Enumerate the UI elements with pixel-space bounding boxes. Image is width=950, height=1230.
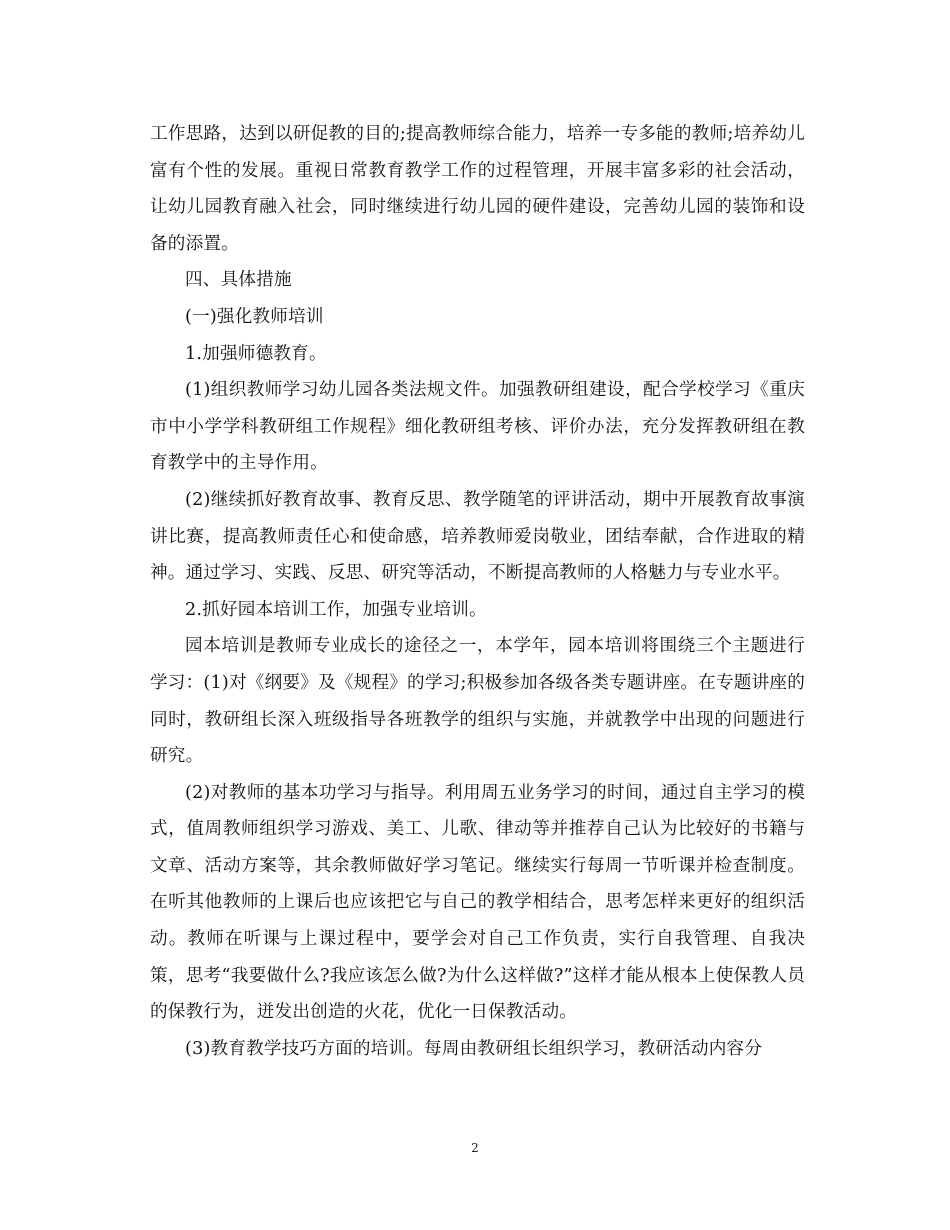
paragraph-1: 工作思路，达到以研促教的目的;提高教师综合能力，培养一专多能的教师;培养幼儿富有个性的发展。重视日常教育教学工作的过程管理，开展丰富多彩的社会活动，让幼儿园教育融入社会，同时继续进行幼儿园的硬件建设，完善幼儿园的装饰和设备的添置。 xyxy=(150,124,805,254)
paragraph-regulations: (1)组织教师学习幼儿园各类法规文件。加强教研组建设，配合学校学习《重庆市中小学学科教研组工作规程》细化教研组考核、评价办法，充分发挥教研组在教育教学中的主导作用。 xyxy=(150,380,805,474)
subheading-teacher-training: (一)强化教师培训 xyxy=(185,306,324,327)
item-ethics-education: 1.加强师德教育。 xyxy=(185,343,327,364)
paragraph-basic-skills: (2)对教师的基本功学习与指导。利用周五业务学习的时间，通过自主学习的模式，值周教师组织学习游戏、美工、儿歌、律动等并推荐自己认为比较好的书籍与文章、活动方案等，其余教师做好学习笔记。继续实行每周一节听课并检查制度。在听其他教师的上课后也应该把它与自己的教学相结合，思考怎样来更好的组织活动。教师在听课与上课过程中，要学会对自己工作负责，实行自我管理、自我决策，思考“我要做什么?我应该怎么做?为什么这样做?”这样才能从根本上使保教人员的保教行为，迸发出创造的火花，优化一日保教活动。 xyxy=(150,782,805,1023)
section-heading-measures: 四、具体措施 xyxy=(185,270,292,291)
paragraph-training-themes: 园本培训是教师专业成长的途径之一，本学年，园本培训将围绕三个主题进行学习：(1)对《纲要》及《规程》的学习;积极参加各级各类专题讲座。在专题讲座的同时，教研组长深入班级指导各班教学的组织与实施，并就教学中出现的问题进行研究。 xyxy=(150,636,805,767)
document-body xyxy=(150,116,805,1067)
page-number: 2 xyxy=(471,1141,479,1155)
paragraph-teaching-skills: (3)教育教学技巧方面的培训。每周由教研组长组织学习，教研活动内容分 xyxy=(185,1038,763,1059)
paragraph-education-stories: (2)继续抓好教育故事、教育反思、教学随笔的评讲活动，期中开展教育故事演讲比赛，提高教师责任心和使命感，培养教师爱岗敬业，团结奉献，合作进取的精神。通过学习、实践、反思、研究等活动，不断提高教师的人格魅力与专业水平。 xyxy=(150,489,805,584)
item-school-based-training: 2.抓好园本培训工作，加强专业培训。 xyxy=(185,599,487,620)
